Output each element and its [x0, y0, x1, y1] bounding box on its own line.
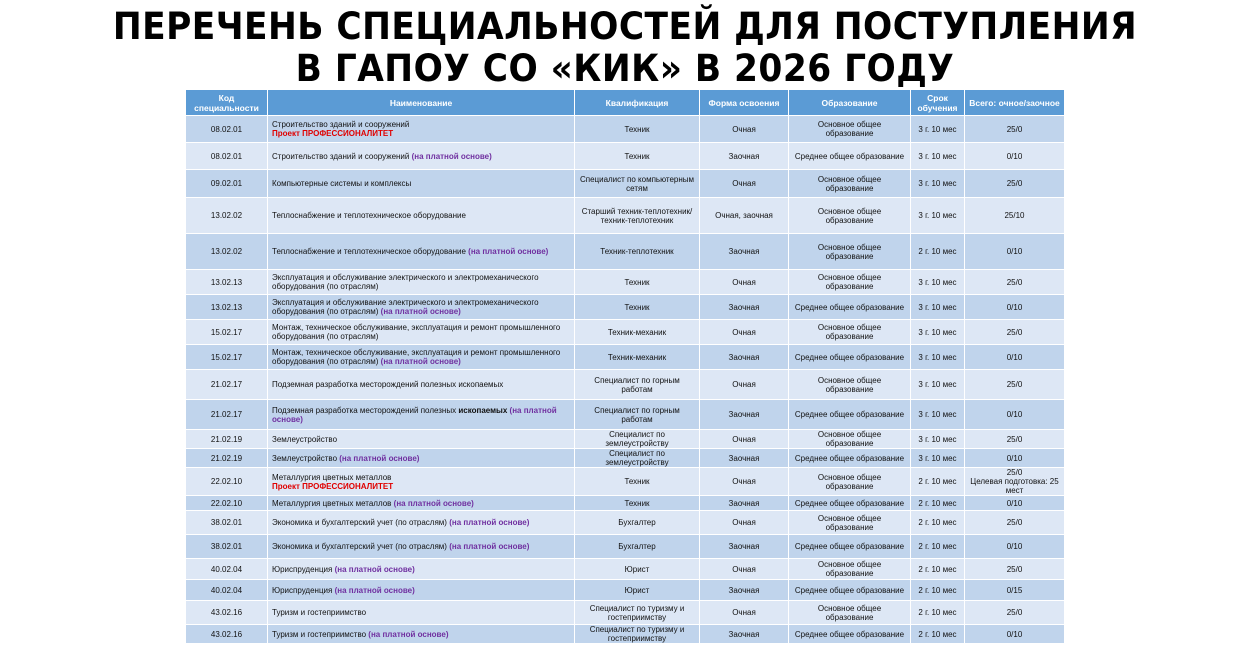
- header-code: Код специальности: [186, 90, 268, 116]
- cell-total: [965, 580, 1065, 601]
- total-value: 0/10: [1006, 629, 1023, 639]
- cell-term: 3 г. 10 мес: [911, 430, 965, 449]
- cell-name: [268, 143, 575, 170]
- cell-total: [965, 370, 1065, 400]
- paid-basis-note: (на платной основе): [334, 585, 415, 595]
- cell-form: Очная: [700, 170, 789, 198]
- total-value: 0/10: [1006, 302, 1023, 312]
- cell-education: Основное общее образование: [789, 234, 911, 270]
- paid-basis-note: (на платной основе): [272, 405, 557, 424]
- cell-name: [268, 234, 575, 270]
- cell-total: [965, 559, 1065, 580]
- total-value: 0/10: [1006, 352, 1023, 362]
- cell-code: 40.02.04: [186, 559, 268, 580]
- cell-form: Заочная: [700, 535, 789, 559]
- total-value: 0/10: [1006, 410, 1023, 419]
- total-value: 25/0: [1006, 468, 1023, 477]
- cell-qualification: Специалист по землеустройству: [575, 449, 700, 468]
- cell-code: 13.02.02: [186, 198, 268, 234]
- table-header-row: [186, 90, 1065, 116]
- page-title: [44, 6, 1207, 90]
- header-qualification: Квалификация: [575, 90, 700, 116]
- cell-code: 21.02.17: [186, 400, 268, 430]
- cell-education: Среднее общее образование: [789, 345, 911, 370]
- cell-education: Основное общее образование: [789, 116, 911, 143]
- cell-education: Основное общее образование: [789, 370, 911, 400]
- cell-code: 15.02.17: [186, 320, 268, 345]
- cell-total: [965, 449, 1065, 468]
- cell-education: Основное общее образование: [789, 170, 911, 198]
- table-row: [186, 143, 1065, 170]
- cell-education: Основное общее образование: [789, 270, 911, 295]
- cell-code: 38.02.01: [186, 511, 268, 535]
- cell-total: [965, 116, 1065, 143]
- specialty-name: Строительство зданий и сооружений: [272, 151, 410, 161]
- total-value: 0/15: [1006, 585, 1023, 595]
- cell-term: 3 г. 10 мес: [911, 320, 965, 345]
- specialty-name: Теплоснабжение и теплотехническое оборудование: [272, 211, 466, 220]
- cell-term: 2 г. 10 мес: [911, 496, 965, 511]
- total-value: 25/0: [1006, 277, 1023, 287]
- cell-qualification: Специалист по горным работам: [575, 370, 700, 400]
- cell-term: 2 г. 10 мес: [911, 511, 965, 535]
- cell-form: Заочная: [700, 143, 789, 170]
- cell-education: Среднее общее образование: [789, 625, 911, 644]
- specialty-name: Землеустройство: [272, 453, 338, 463]
- cell-education: Среднее общее образование: [789, 400, 911, 430]
- cell-code: 13.02.13: [186, 295, 268, 320]
- header-education: Образование: [789, 90, 911, 116]
- table-row: [186, 559, 1065, 580]
- cell-qualification: Техник: [575, 270, 700, 295]
- total-value: 0/10: [1006, 453, 1023, 463]
- cell-name: [268, 270, 575, 295]
- cell-term: 3 г. 10 мес: [911, 198, 965, 234]
- paid-basis-note: (на платной основе): [468, 247, 549, 256]
- cell-qualification: Техник: [575, 468, 700, 496]
- cell-form: Заочная: [700, 496, 789, 511]
- cell-total: [965, 345, 1065, 370]
- cell-code: 21.02.19: [186, 430, 268, 449]
- cell-qualification: Специалист по туризму и гостеприимству: [575, 625, 700, 644]
- total-value: 0/10: [1006, 498, 1023, 508]
- paid-basis-note: (на платной основе): [449, 542, 530, 551]
- paid-basis-note: (на платной основе): [380, 307, 461, 316]
- cell-form: Очная: [700, 320, 789, 345]
- cell-code: 13.02.02: [186, 234, 268, 270]
- cell-education: Основное общее образование: [789, 468, 911, 496]
- specialty-name: Эксплуатация и обслуживание электрического и электромеханического оборудования (по отраслям): [272, 273, 539, 291]
- total-value: 25/0: [1006, 124, 1023, 134]
- cell-total: [965, 625, 1065, 644]
- cell-term: 3 г. 10 мес: [911, 400, 965, 430]
- table-row: [186, 580, 1065, 601]
- cell-form: Очная: [700, 116, 789, 143]
- cell-total: [965, 430, 1065, 449]
- cell-name: [268, 511, 575, 535]
- cell-form: Очная: [700, 511, 789, 535]
- cell-code: 43.02.16: [186, 625, 268, 644]
- cell-name: [268, 449, 575, 468]
- cell-code: 38.02.01: [186, 535, 268, 559]
- cell-name: [268, 198, 575, 234]
- cell-form: Заочная: [700, 345, 789, 370]
- paid-basis-note: (на платной основе): [334, 564, 415, 574]
- cell-total: [965, 234, 1065, 270]
- specialty-name: Монтаж, техническое обслуживание, эксплуатация и ремонт промышленного оборудования (по отраслям): [272, 323, 561, 341]
- specialty-name: Металлургия цветных металлов: [272, 472, 392, 482]
- table-row: [186, 430, 1065, 449]
- specialty-name: Экономика и бухгалтерский учет (по отраслям): [272, 518, 447, 527]
- specialty-name: Землеустройство: [272, 434, 338, 444]
- table-body: [186, 116, 1065, 644]
- cell-qualification: Бухгалтер: [575, 535, 700, 559]
- specialty-name: Юриспруденция: [272, 585, 333, 595]
- specialty-name-bold: ископаемых: [458, 405, 508, 415]
- total-value: 0/10: [1006, 247, 1023, 256]
- cell-code: 43.02.16: [186, 601, 268, 625]
- total-value: 25/0: [1006, 327, 1023, 337]
- cell-qualification: Юрист: [575, 580, 700, 601]
- cell-education: Среднее общее образование: [789, 535, 911, 559]
- total-value: 25/10: [1004, 211, 1025, 220]
- cell-code: 08.02.01: [186, 116, 268, 143]
- cell-education: Основное общее образование: [789, 198, 911, 234]
- table-row: [186, 535, 1065, 559]
- cell-code: 22.02.10: [186, 496, 268, 511]
- cell-form: Заочная: [700, 449, 789, 468]
- total-value: 25/0: [1006, 564, 1023, 574]
- cell-form: Очная: [700, 270, 789, 295]
- cell-name: [268, 320, 575, 345]
- total-value: 25/0: [1006, 380, 1023, 389]
- cell-code: 13.02.13: [186, 270, 268, 295]
- cell-name: [268, 116, 575, 143]
- cell-term: 2 г. 10 мес: [911, 535, 965, 559]
- cell-form: Очная: [700, 430, 789, 449]
- total-value: 0/10: [1006, 151, 1023, 161]
- cell-qualification: Техник: [575, 116, 700, 143]
- cell-qualification: Бухгалтер: [575, 511, 700, 535]
- cell-education: Среднее общее образование: [789, 143, 911, 170]
- cell-code: 22.02.10: [186, 468, 268, 496]
- paid-basis-note: (на платной основе): [380, 357, 461, 366]
- cell-code: 21.02.17: [186, 370, 268, 400]
- specialty-name: Туризм и гостеприимство: [272, 608, 367, 617]
- cell-name: [268, 170, 575, 198]
- cell-form: Заочная: [700, 580, 789, 601]
- cell-qualification: Техник: [575, 496, 700, 511]
- cell-name: [268, 345, 575, 370]
- cell-name: [268, 430, 575, 449]
- cell-form: Заочная: [700, 400, 789, 430]
- cell-code: 08.02.01: [186, 143, 268, 170]
- cell-total: [965, 295, 1065, 320]
- paid-basis-note: (на платной основе): [449, 518, 530, 527]
- paid-basis-note: (на платной основе): [368, 629, 449, 639]
- cell-term: 2 г. 10 мес: [911, 468, 965, 496]
- professionalitet-badge: Проект ПРОФЕССИОНАЛИТЕТ: [272, 129, 394, 138]
- cell-total: [965, 270, 1065, 295]
- cell-total: [965, 535, 1065, 559]
- cell-education: Основное общее образование: [789, 601, 911, 625]
- cell-total: [965, 511, 1065, 535]
- cell-total: [965, 496, 1065, 511]
- title-line-2: В ГАПОУ СО «КИК» В 2026 ГОДУ: [295, 47, 955, 90]
- paid-basis-note: (на платной основе): [393, 498, 474, 508]
- table-row: [186, 320, 1065, 345]
- cell-form: Очная, заочная: [700, 198, 789, 234]
- table-row: [186, 468, 1065, 496]
- target-training-note: Целевая подготовка: 25 мест: [970, 477, 1059, 495]
- cell-education: Основное общее образование: [789, 511, 911, 535]
- specialty-name: Металлургия цветных металлов: [272, 498, 392, 508]
- cell-name: [268, 370, 575, 400]
- cell-term: 3 г. 10 мес: [911, 143, 965, 170]
- cell-qualification: Старший техник-теплотехник/ техник-теплотехник: [575, 198, 700, 234]
- specialty-name: Компьютерные системы и комплексы: [272, 179, 412, 188]
- header-total: Всего: очное/заочное: [965, 90, 1065, 116]
- cell-total: [965, 320, 1065, 345]
- cell-term: 2 г. 10 мес: [911, 580, 965, 601]
- cell-code: 09.02.01: [186, 170, 268, 198]
- cell-form: Очная: [700, 370, 789, 400]
- table-row: [186, 625, 1065, 644]
- cell-qualification: Техник-механик: [575, 320, 700, 345]
- total-value: 25/0: [1006, 434, 1023, 444]
- specialties-table: [185, 89, 1065, 644]
- cell-total: [965, 468, 1065, 496]
- cell-qualification: Техник-механик: [575, 345, 700, 370]
- cell-name: [268, 400, 575, 430]
- cell-name: [268, 295, 575, 320]
- cell-term: 2 г. 10 мес: [911, 559, 965, 580]
- header-term: Срок обучения: [911, 90, 965, 116]
- cell-total: [965, 170, 1065, 198]
- total-value: 0/10: [1006, 542, 1023, 551]
- cell-education: Основное общее образование: [789, 430, 911, 449]
- table-row: [186, 270, 1065, 295]
- cell-form: Заочная: [700, 234, 789, 270]
- cell-code: 40.02.04: [186, 580, 268, 601]
- specialty-name: Теплоснабжение и теплотехническое оборудование: [272, 247, 466, 256]
- cell-name: [268, 535, 575, 559]
- specialty-name: Монтаж, техническое обслуживание, эксплуатация и ремонт промышленного оборудования (по отраслям): [272, 348, 561, 366]
- cell-qualification: Техник: [575, 143, 700, 170]
- cell-form: Очная: [700, 559, 789, 580]
- cell-form: Очная: [700, 601, 789, 625]
- cell-term: 3 г. 10 мес: [911, 170, 965, 198]
- table-row: [186, 370, 1065, 400]
- cell-qualification: Специалист по горным работам: [575, 400, 700, 430]
- specialty-name: Туризм и гостеприимство: [272, 629, 367, 639]
- table-row: [186, 116, 1065, 143]
- cell-qualification: Специалист по туризму и гостеприимству: [575, 601, 700, 625]
- cell-education: Основное общее образование: [789, 320, 911, 345]
- table-row: [186, 170, 1065, 198]
- cell-term: 3 г. 10 мес: [911, 370, 965, 400]
- table-row: [186, 400, 1065, 430]
- total-value: 25/0: [1006, 608, 1023, 617]
- cell-term: 3 г. 10 мес: [911, 295, 965, 320]
- specialty-name: Строительство зданий и сооружений: [272, 120, 410, 129]
- cell-education: Основное общее образование: [789, 559, 911, 580]
- cell-form: Заочная: [700, 625, 789, 644]
- specialty-name: Эксплуатация и обслуживание электрического и электромеханического оборудования (по отраслям): [272, 298, 539, 316]
- cell-total: [965, 400, 1065, 430]
- total-value: 25/0: [1006, 179, 1023, 188]
- header-name: Наименование: [268, 90, 575, 116]
- cell-education: Среднее общее образование: [789, 295, 911, 320]
- cell-code: 15.02.17: [186, 345, 268, 370]
- total-value: 25/0: [1006, 518, 1023, 527]
- cell-name: [268, 496, 575, 511]
- specialty-name: Экономика и бухгалтерский учет (по отраслям): [272, 542, 447, 551]
- cell-term: 2 г. 10 мес: [911, 625, 965, 644]
- cell-total: [965, 143, 1065, 170]
- paid-basis-note: (на платной основе): [411, 151, 492, 161]
- specialty-name: Юриспруденция: [272, 564, 333, 574]
- table-row: [186, 449, 1065, 468]
- table-row: [186, 345, 1065, 370]
- table-row: [186, 601, 1065, 625]
- cell-name: [268, 625, 575, 644]
- cell-qualification: Техник-теплотехник: [575, 234, 700, 270]
- cell-form: Заочная: [700, 295, 789, 320]
- professionalitet-badge: Проект ПРОФЕССИОНАЛИТЕТ: [272, 481, 394, 491]
- table-row: [186, 198, 1065, 234]
- cell-code: 21.02.19: [186, 449, 268, 468]
- cell-qualification: Специалист по компьютерным сетям: [575, 170, 700, 198]
- cell-qualification: Юрист: [575, 559, 700, 580]
- cell-term: 3 г. 10 мес: [911, 116, 965, 143]
- table-row: [186, 234, 1065, 270]
- cell-term: 2 г. 10 мес: [911, 234, 965, 270]
- specialty-name: Подземная разработка месторождений полезных ископаемых: [272, 380, 504, 389]
- paid-basis-note: (на платной основе): [339, 453, 420, 463]
- cell-name: [268, 580, 575, 601]
- cell-qualification: Специалист по землеустройству: [575, 430, 700, 449]
- cell-qualification: Техник: [575, 295, 700, 320]
- table-row: [186, 511, 1065, 535]
- cell-name: [268, 468, 575, 496]
- cell-name: [268, 601, 575, 625]
- cell-education: Среднее общее образование: [789, 496, 911, 511]
- cell-total: [965, 198, 1065, 234]
- cell-total: [965, 601, 1065, 625]
- cell-term: 3 г. 10 мес: [911, 449, 965, 468]
- specialty-name: Подземная разработка месторождений полезных: [272, 405, 457, 415]
- cell-education: Среднее общее образование: [789, 580, 911, 601]
- cell-education: Среднее общее образование: [789, 449, 911, 468]
- cell-term: 3 г. 10 мес: [911, 345, 965, 370]
- cell-term: 2 г. 10 мес: [911, 601, 965, 625]
- cell-term: 3 г. 10 мес: [911, 270, 965, 295]
- header-form: Форма освоения: [700, 90, 789, 116]
- cell-form: Очная: [700, 468, 789, 496]
- table-row: [186, 496, 1065, 511]
- title-line-1: ПЕРЕЧЕНЬ СПЕЦИАЛЬНОСТЕЙ ДЛЯ ПОСТУПЛЕНИЯ: [112, 5, 1138, 48]
- table-row: [186, 295, 1065, 320]
- cell-name: [268, 559, 575, 580]
